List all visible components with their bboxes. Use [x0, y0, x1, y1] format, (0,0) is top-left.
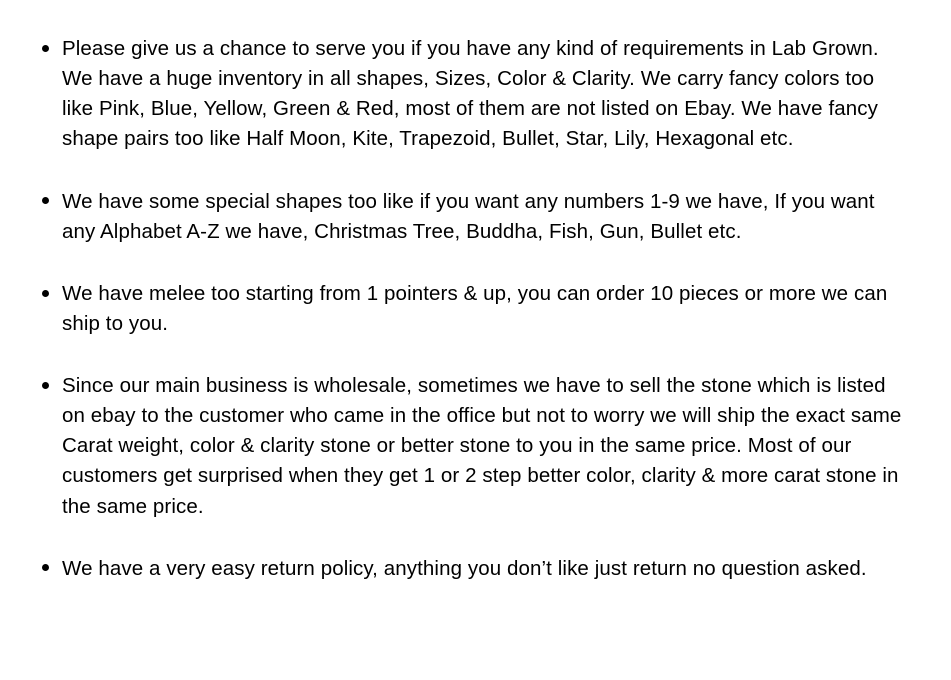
bullet-point-icon — [42, 564, 49, 571]
list-item-text: We have melee too starting from 1 pointers & up, you can order 10 pieces or more we can ship to you. — [62, 281, 888, 335]
bullet-point-icon — [42, 290, 49, 297]
list-item-text: Since our main business is wholesale, sometimes we have to sell the stone which is listed on ebay to the customer who came in the office but not to worry we will ship the exact same Carat weight, color & clarity stone or better stone to you in the same price. Most of our customers get surprised when they get 1 or 2 step better color, clarity & more carat stone in the same price. — [62, 374, 902, 518]
list-item-text: Please give us a chance to serve you if you have any kind of requirements in Lab Grown. We have a huge inventory in all shapes, Sizes, Color & Clarity. We carry fancy colors too like Pink, Blue, Yellow, Green & Red, most of them are not listed on Ebay. We have fancy shape pairs too like Half Moon, Kite, Trapezoid, Bullet, Star, Lily, Hexagonal etc. — [62, 37, 879, 151]
list-item — [40, 371, 905, 522]
list-item — [40, 187, 905, 247]
bullet-point-icon — [42, 197, 49, 204]
list-item — [40, 554, 905, 584]
bullet-point-icon — [42, 382, 49, 389]
bullet-point-icon — [42, 45, 49, 52]
list-item-text: We have some special shapes too like if you want any numbers 1-9 we have, If you want any Alphabet A-Z we have, Christmas Tree, Buddha, Fish, Gun, Bullet etc. — [62, 189, 875, 243]
policy-bullet-list — [40, 34, 905, 584]
list-item — [40, 34, 905, 155]
list-item — [40, 279, 905, 339]
list-item-text: We have a very easy return policy, anything you don’t like just return no question asked. — [62, 556, 867, 580]
